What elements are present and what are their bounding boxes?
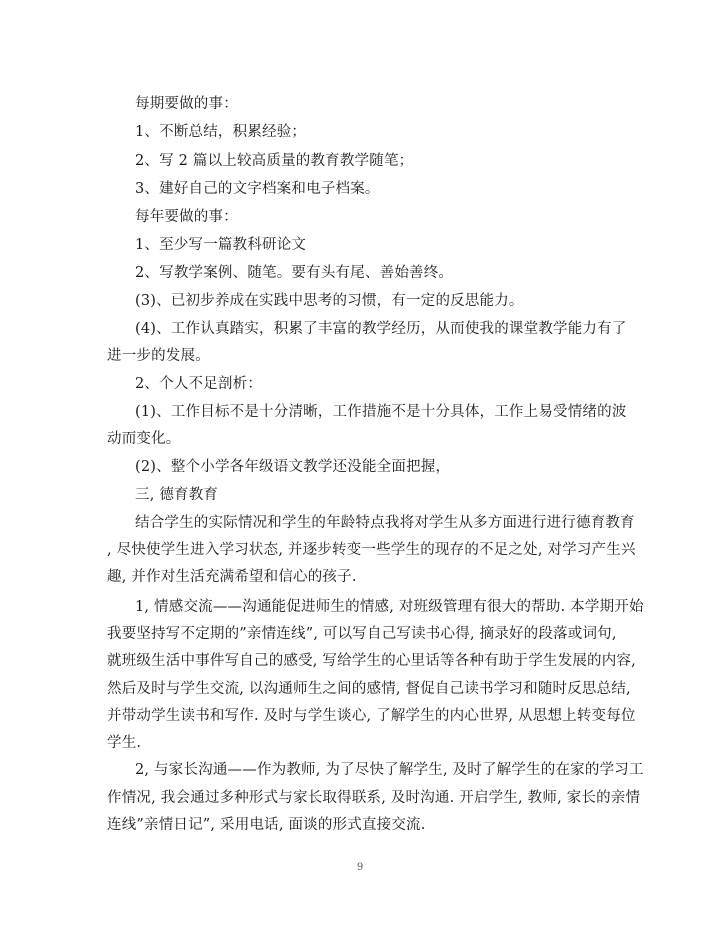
text-line: 每期要做的事： — [135, 96, 238, 112]
text-line: 2、个人不足剖析： — [135, 376, 263, 392]
text-line: (3)、已初步养成在实践中思考的习惯，有一定的反思能力。 — [135, 293, 524, 309]
text-line: 学生. — [107, 735, 142, 751]
text-line: 就班级生活中事件写自己的感受, 写给学生的心里话等各种有助于学生发展的内容, — [107, 653, 636, 669]
text-line: (2)、整个小学各年级语文教学还没能全面把握， — [135, 459, 451, 475]
text-line: 1、不断总结，积累经验； — [135, 124, 307, 140]
text-line: 并带动学生读书和写作. 及时与学生谈心, 了解学生的内心世界, 从思想上转变每位 — [107, 708, 636, 724]
page-number: 9 — [356, 862, 364, 873]
text-line: 进一步的发展。 — [107, 348, 210, 364]
text-line: 我要坚持写不定期的”亲情连线”, 可以写自己写读书心得, 摘录好的段落或词句, — [107, 626, 617, 642]
section-heading: 三, 德育教育 — [135, 487, 219, 503]
text-line: 1、至少写一篇教科研论文 — [135, 237, 307, 253]
text-line: 然后及时与学生交流, 以沟通师生之间的感情, 督促自己读书学习和随时反思总结, — [107, 681, 631, 697]
text-line: 结合学生的实际情况和学生的年龄特点我将对学生从多方面进行进行德育教育 — [135, 515, 635, 531]
text-line: , 尽快使学生进入学习状态, 并逐步转变一些学生的现存的不足之处, 对学习产生兴 — [107, 542, 636, 558]
text-line: 2, 与家长沟通——作为教师, 为了尽快了解学生, 及时了解学生的在家的学习工 — [135, 762, 644, 778]
text-line: (4)、工作认真踏实，积累了丰富的教学经历，从而使我的课堂教学能力有了 — [135, 321, 627, 337]
text-line: 趣, 并作对生活充满希望和信心的孩子. — [107, 569, 357, 585]
text-line: 作情况, 我会通过多种形式与家长取得联系, 及时沟通. 开启学生, 教师, 家长的亲情 — [107, 790, 641, 806]
text-line: 每年要做的事： — [135, 209, 238, 225]
text-line: 2、写教学案例、随笔。要有头有尾、善始善终。 — [135, 265, 454, 281]
text-line: 1, 情感交流——沟通能促进师生的情感, 对班级管理有很大的帮助. 本学期开始 — [135, 599, 644, 615]
text-line: 动而变化。 — [107, 431, 181, 447]
text-line: (1)、工作目标不是十分清晰，工作措施不是十分具体，工作上易受情绪的波 — [135, 404, 627, 420]
text-line: 连线”亲情日记”, 采用电话, 面谈的形式直接交流. — [107, 817, 426, 833]
text-line: 3、建好自己的文字档案和电子档案。 — [135, 181, 380, 197]
text-line: 2、写 2 篇以上较高质量的教育教学随笔； — [135, 153, 414, 169]
